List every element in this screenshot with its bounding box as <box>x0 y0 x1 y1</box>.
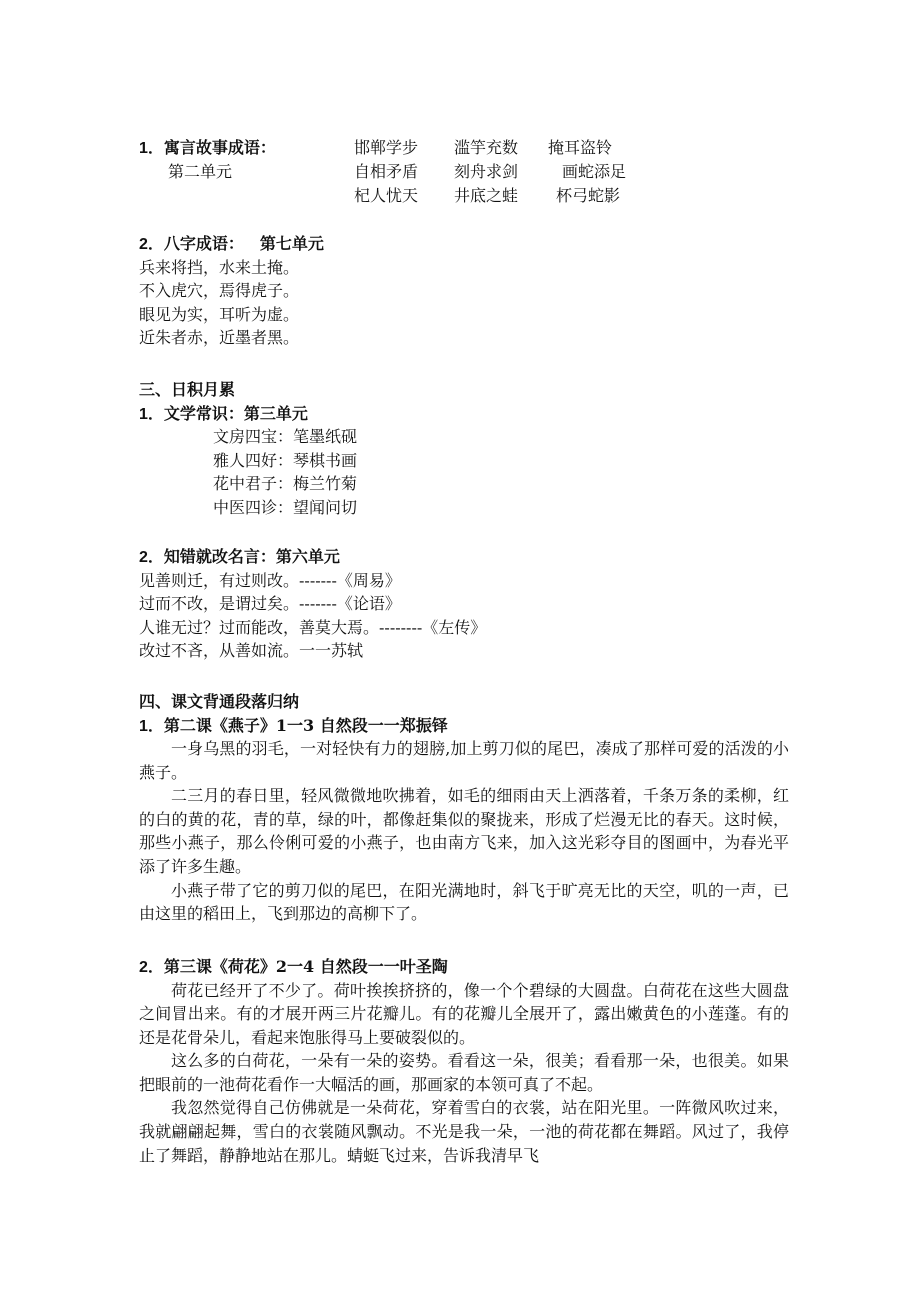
subsection-title: 第三课《荷花》2一4 自然段一一叶圣陶 <box>163 957 448 976</box>
unit-label: 第七单元 <box>259 234 324 253</box>
idiom-line: 眼见为实，耳听为虚。 <box>139 304 300 324</box>
eight-char-idioms-section <box>139 232 789 350</box>
idiom: 滥竽充数 <box>454 138 519 157</box>
idiom-line: 不入虎穴，焉得虎子。 <box>139 281 300 300</box>
idiom-grid <box>354 136 754 208</box>
section-number: 1． <box>139 140 164 157</box>
section-number: 2． <box>139 959 164 976</box>
paragraph: 二三月的春日里，轻风微微地吹拂着，如毛的细雨由天上洒落着，千条万条的柔柳，红的白的黄的花，青的草，绿的叶，都像赶集似的聚拢来，形成了烂漫无比的春天。这时候，那些小燕子，那么伶俐可爱的小燕子，也由南方飞来，加入这光彩夺目的图画中，为春光平添了许多生趣。 <box>139 786 789 876</box>
paragraph: 我忽然觉得自己仿佛就是一朵荷花，穿着雪白的衣裳，站在阳光里。一阵微风吹过来，我就翩翩起舞，雪白的衣裳随风飘动。不光是我一朵，一池的荷花都在舞蹈。风过了，我停止了舞蹈，静静地站在那儿。蜻蜓飞过来，告诉我清早飞 <box>139 1098 789 1165</box>
paragraph: 一身乌黑的羽毛，一对轻快有力的翅膀,加上剪刀似的尾巴，凑成了那样可爱的活泼的小燕子。 <box>139 739 789 782</box>
section-heading: 三、日积月累 <box>139 380 236 399</box>
idiom: 杞人忧天 <box>354 186 419 205</box>
paragraph: 这么多的白荷花，一朵有一朵的姿势。看看这一朵，很美；看看那一朵，也很美。如果把眼前的一池荷花看作一大幅活的画，那画家的本领可真了不起。 <box>139 1051 789 1094</box>
section-number: 1． <box>139 405 164 423</box>
knowledge-line: 雅人四好：琴棋书画 <box>213 450 358 470</box>
idiom-line: 兵来将挡，水来土掩。 <box>139 257 300 277</box>
section-title: 寓言故事成语： <box>163 138 276 157</box>
idiom: 自相矛盾 <box>354 162 419 181</box>
idiom: 邯郸学步 <box>354 138 419 157</box>
idiom: 刻舟求剑 <box>454 162 519 181</box>
idiom-line: 近朱者赤，近墨者黑。 <box>139 328 300 347</box>
section-title: 八字成语： <box>163 234 244 253</box>
recitation-section <box>139 690 789 926</box>
fable-idioms-section <box>139 136 789 208</box>
idiom: 画蛇添足 <box>562 162 627 181</box>
knowledge-line: 花中君子：梅兰竹菊 <box>213 474 358 493</box>
idiom: 井底之蛙 <box>454 186 519 205</box>
section-number: 2． <box>139 549 164 566</box>
subsection-title: 知错就改名言：第六单元 <box>163 547 340 566</box>
lotus-section <box>139 955 789 1167</box>
subsection-title: 第二课《燕子》1一3 自然段一一郑振铎 <box>163 715 448 735</box>
idiom: 杯弓蛇影 <box>556 186 621 205</box>
quotes-section <box>139 545 789 663</box>
subsection-title: 文学常识：第三单元 <box>163 403 308 423</box>
section-number: 2． <box>139 236 164 253</box>
paragraph: 荷花已经开了不少了。荷叶挨挨挤挤的，像一个个碧绿的大圆盘。白荷花在这些大圆盘之间冒出来。有的才展开两三片花瓣儿。有的花瓣儿全展开了，露出嫩黄色的小莲蓬。有的还是花骨朵儿，看起来饱胀得马上要破裂似的。 <box>139 980 789 1047</box>
quote-line: 人谁无过？过而能改，善莫大焉。--------《左传》 <box>139 617 487 637</box>
quote-line: 改过不吝，从善如流。一一苏轼 <box>139 641 364 660</box>
knowledge-line: 中医四诊：望闻问切 <box>213 497 358 517</box>
unit-label: 第二单元 <box>168 162 233 181</box>
quote-line: 过而不改，是谓过矣。-------《论语》 <box>139 594 401 613</box>
daily-accumulation-section <box>139 378 789 519</box>
paragraph: 小燕子带了它的剪刀似的尾巴，在阳光满地时，斜飞于旷亮无比的天空，叽的一声，已由这里的稻田上，飞到那边的高柳下了。 <box>139 880 789 924</box>
section-heading: 四、课文背通段落归纳 <box>139 692 300 711</box>
idiom: 掩耳盗铃 <box>548 138 613 157</box>
quote-line: 见善则迁，有过则改。-------《周易》 <box>139 570 401 590</box>
section-number: 1． <box>139 717 164 735</box>
knowledge-line: 文房四宝：笔墨纸砚 <box>213 427 358 446</box>
